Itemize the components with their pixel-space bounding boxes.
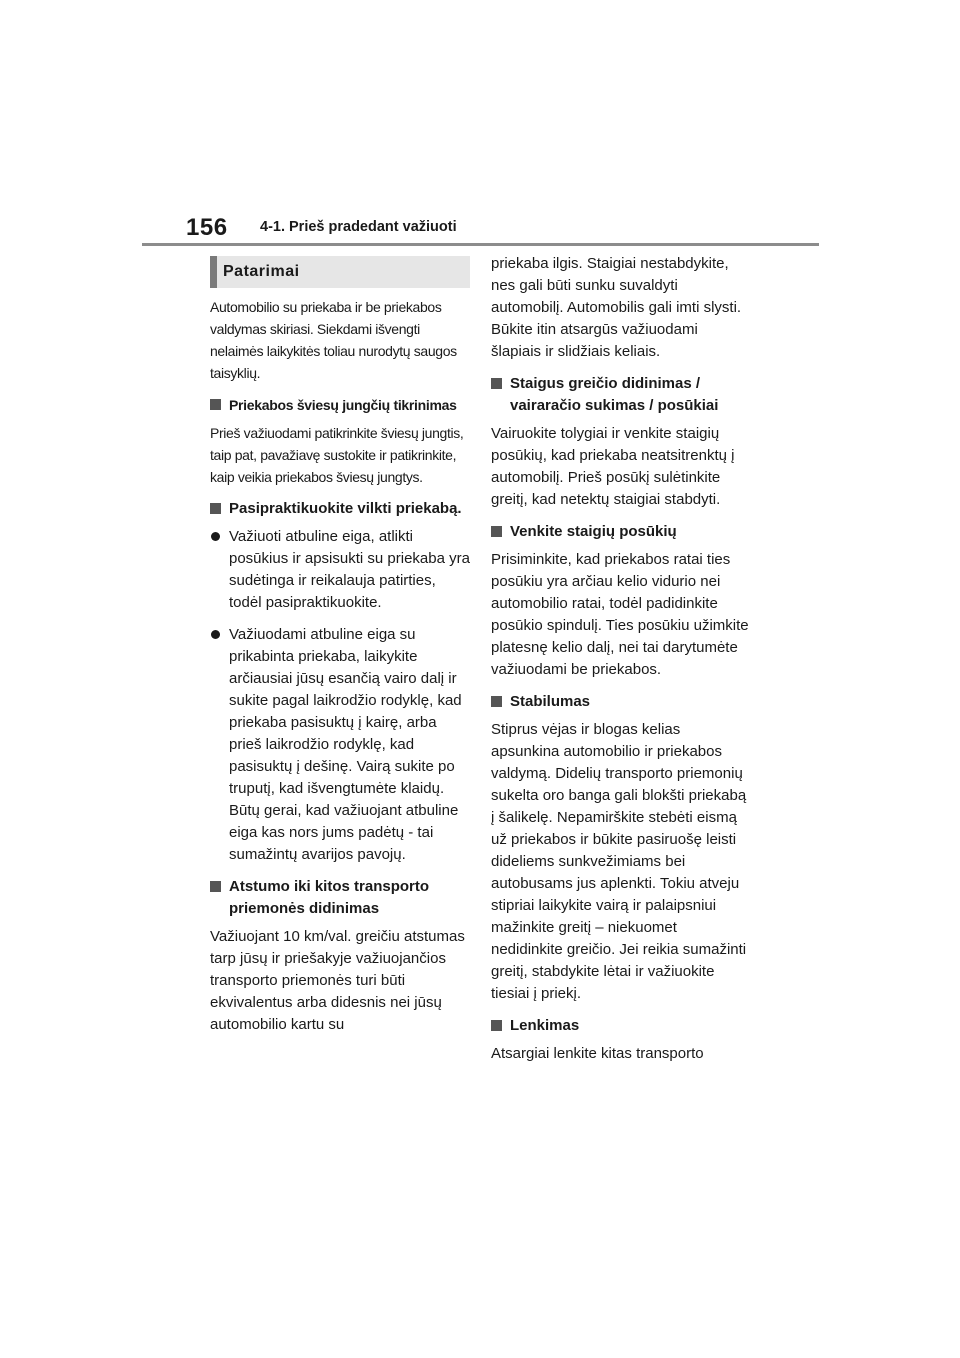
heading-sudden: [491, 373, 751, 417]
header-divider: [142, 243, 819, 246]
heading-lights: [210, 394, 470, 416]
tips-title: Patarimai: [223, 263, 300, 280]
heading-text: Priekabos šviesų jungčių tikrinimas: [229, 397, 457, 413]
heading-text: Lenkimas: [510, 1017, 580, 1034]
square-bullet-icon: [210, 399, 221, 410]
heading-stability: [491, 691, 751, 713]
page-number: 156: [186, 214, 228, 241]
heading-text: Venkite staigių posūkių: [510, 523, 677, 540]
heading-practice: [210, 498, 470, 520]
list-item-text: Važiuoti atbuline eiga, atlikti posūkius ir apsisukti su priekaba yra sudėtinga ir reikalauja patirties, todėl pasipraktikuokite.: [229, 528, 470, 611]
heading-text: Stabilumas: [510, 693, 591, 710]
heading-text: Pasipraktikuokite vilkti priekabą.: [229, 500, 462, 517]
list-item: [210, 526, 470, 614]
left-column: [210, 256, 470, 1046]
right-column: [491, 253, 751, 1075]
heading-sharp-turns: [491, 521, 751, 543]
square-bullet-icon: [491, 696, 502, 707]
list-item: [210, 624, 470, 866]
section-title: 4-1. Prieš pradedant važiuoti: [260, 219, 457, 235]
overtaking-text: Atsargiai lenkite kitas transporto: [491, 1045, 704, 1062]
stability-text: Stiprus vėjas ir blogas kelias apsunkina automobilio ir priekabos valdymą. Didelių transporto priemonių sukelta oro banga gali blokšti priekabą į šalikelę. Nepamirškite stebėti eismą už priekabos ir būkite pasiruošę leisti dideliems sunkvežimiams bei autobusams jus aplenkti. Tokiu atveju stipriai laikykite vairą ir palaipsniui mažinkite greitį – niekuomet nedidinkite greičio. Jei reikia sumažinti greitį, stabdykite lėtai ir važiuokite tiesiai į priekį.: [491, 721, 747, 1002]
heading-overtaking: [491, 1015, 751, 1037]
square-bullet-icon: [491, 526, 502, 537]
square-bullet-icon: [210, 881, 221, 892]
heading-text: Staigus greičio didinimas / vairaračio sukimas / posūkiai: [510, 375, 719, 414]
square-bullet-icon: [491, 378, 502, 389]
sharp-turns-text: Prisiminkite, kad priekabos ratai ties posūkiu yra arčiau kelio vidurio nei automobilio ratai, todėl padidinkite posūkio spindulį. Ties posūkiu užimkite platesnę kelio dalį, nei tai darytumėte važiuodami be priekabos.: [491, 551, 749, 678]
distance-text-continued: priekaba ilgis. Staigiai nestabdykite, nes gali būti sunku suvaldyti automobilį. Automobilis gali imti slysti. Būkite itin atsargūs važiuodami šlapiais ir slidžiais keliais.: [491, 255, 742, 360]
heading-distance: [210, 876, 470, 920]
tips-box: [210, 256, 470, 288]
lights-text: Prieš važiuodami patikrinkite šviesų jungtis, taip pat, pavažiavę sustokite ir patikrinkite, kaip veikia priekabos šviesų jungtys.: [210, 425, 464, 485]
distance-text: Važiuojant 10 km/val. greičiu atstumas tarp jūsų ir priešakyje važiuojančios transporto priemonės turi būti ekvivalentus arba didesnis nei jūsų automobilio kartu su: [210, 928, 465, 1033]
list-item-text: Važiuodami atbuline eiga su prikabinta priekaba, laikykite arčiausiai jūsų esančią vairo dalį ir sukite pagal laikrodžio rodyklę, kad priekaba pasisuktų į kairę, arba prieš laikrodžio rodyklę, kad pasisuktų į dešinę. Vairą sukite po truputį, kad išvengtumėte klaidų. Būtų gerai, kad važiuojant atbuline eiga kas nors jums padėtų - tai sumažintų avarijos pavojų.: [229, 626, 462, 863]
square-bullet-icon: [210, 503, 221, 514]
tips-intro: Automobilio su priekaba ir be priekabos valdymas skiriasi. Siekdami išvengti nelaimės laikykitės toliau nurodytų saugos taisyklių.: [210, 299, 457, 381]
heading-text: Atstumo iki kitos transporto priemonės didinimas: [229, 878, 430, 917]
bullet-dot-icon: [211, 532, 220, 541]
bullet-dot-icon: [211, 630, 220, 639]
square-bullet-icon: [491, 1020, 502, 1031]
sudden-text: Vairuokite tolygiai ir venkite staigių posūkių, kad priekaba neatsitrenktų į automobilį. Prieš posūkį sulėtinkite greitį, kad netektų staigiai stabdyti.: [491, 425, 735, 508]
